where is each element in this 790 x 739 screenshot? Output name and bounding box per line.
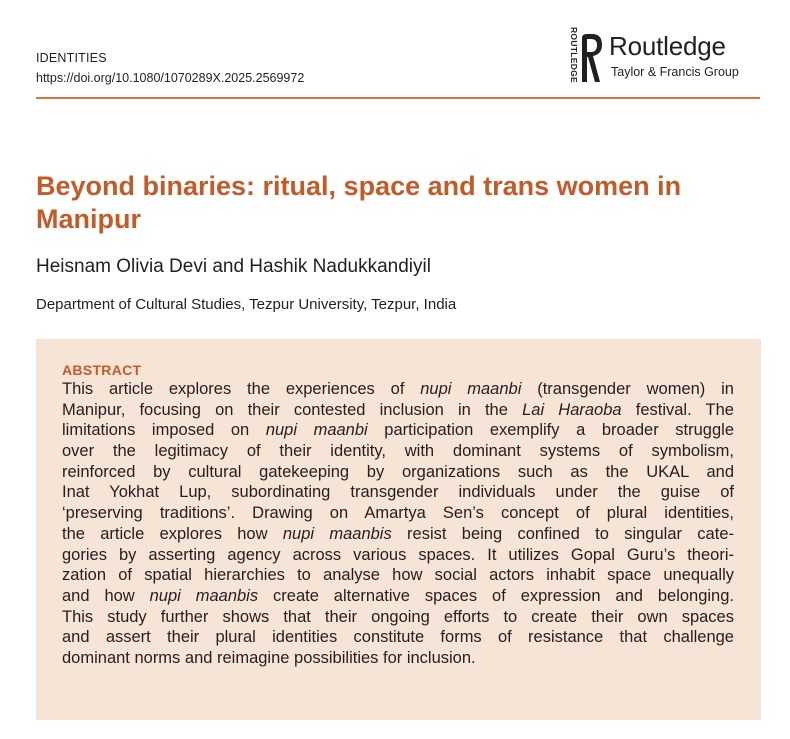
abstract-line (62, 482, 734, 503)
doi-link[interactable]: https://doi.org/10.1080/1070289X.2025.2569972 (36, 71, 305, 85)
abstract-text-run: resist being confined to singular cate- (391, 524, 734, 543)
abstract-line (62, 503, 734, 524)
abstract-italic-term: nupi maanbi (265, 421, 368, 440)
abstract-text-run: the article explores how (62, 524, 283, 543)
abstract-line (62, 400, 734, 421)
abstract-text-run: participation exemplify a broader struggle (367, 421, 734, 440)
abstract-text-run: limitations imposed on (62, 421, 266, 440)
abstract-italic-term: Lai Haraoba (522, 400, 622, 419)
publisher-name: Routledge (609, 31, 726, 61)
header-divider (36, 97, 760, 99)
abstract-text-run: (transgender women) in (521, 380, 734, 398)
abstract-text (62, 379, 734, 669)
abstract-text-run: dominant norms and reimagine possibilities for inclusion. (62, 648, 476, 667)
article-authors: Heisnam Olivia Devi and Hashik Nadukkandiyil (36, 256, 431, 277)
abstract-text-run: Manipur, focusing on their contested inclusion in the (62, 400, 523, 419)
publisher-logo (562, 26, 772, 86)
journal-name: IDENTITIES (36, 51, 107, 65)
abstract-line (62, 379, 734, 400)
abstract-line (62, 462, 734, 483)
abstract-text-run: ‘preserving traditions’. Drawing on Amartya Sen’s concept of plural identities, (62, 504, 734, 523)
abstract-line (62, 565, 734, 586)
abstract-text-run: festival. The (621, 400, 734, 419)
publisher-group: Taylor & Francis Group (611, 65, 739, 79)
logo-side-label: ROUTLEDGE (569, 26, 580, 84)
journal-header (36, 48, 304, 88)
routledge-r-logo-icon (578, 32, 604, 84)
abstract-text-run: create alternative spaces of expression and belonging. (258, 586, 734, 605)
abstract-line (62, 420, 734, 441)
author-affiliation: Department of Cultural Studies, Tezpur University, Tezpur, India (36, 296, 457, 313)
abstract-italic-term: nupi maanbis (149, 586, 259, 605)
abstract-line (62, 545, 734, 566)
abstract-text-run: zation of spatial hierarchies to analyse how social actors inhabit space unequally (62, 566, 734, 585)
abstract-italic-term: nupi maanbi (420, 380, 522, 398)
abstract-text-run: and assert their plural identities constitute forms of resistance that challenge (62, 628, 734, 647)
abstract-box (36, 339, 761, 720)
abstract-text-run: gories by asserting agency across various spaces. It utilizes Gopal Guru’s theori- (62, 545, 734, 564)
abstract-text-run: reinforced by cultural gatekeeping by organizations such as the UKAL and (62, 462, 734, 481)
abstract-line (62, 648, 734, 669)
abstract-text-run: Inat Yokhat Lup, subordinating transgender individuals under the guise of (62, 483, 734, 502)
abstract-line (62, 627, 734, 648)
abstract-text-run: This study further shows that their ongoing efforts to create their own spaces (62, 607, 734, 626)
abstract-line (62, 441, 734, 462)
abstract-italic-term: nupi maanbis (282, 524, 392, 543)
abstract-line (62, 586, 734, 607)
abstract-text-run: over the legitimacy of their identity, with dominant systems of symbolism, (62, 442, 734, 461)
abstract-line (62, 607, 734, 628)
abstract-text-run: and how (62, 586, 150, 605)
abstract-line (62, 524, 734, 545)
abstract-heading: ABSTRACT (62, 362, 142, 378)
article-title: Beyond binaries: ritual, space and trans women in Manipur (36, 171, 682, 234)
abstract-text-run: This article explores the experiences of (62, 380, 421, 398)
